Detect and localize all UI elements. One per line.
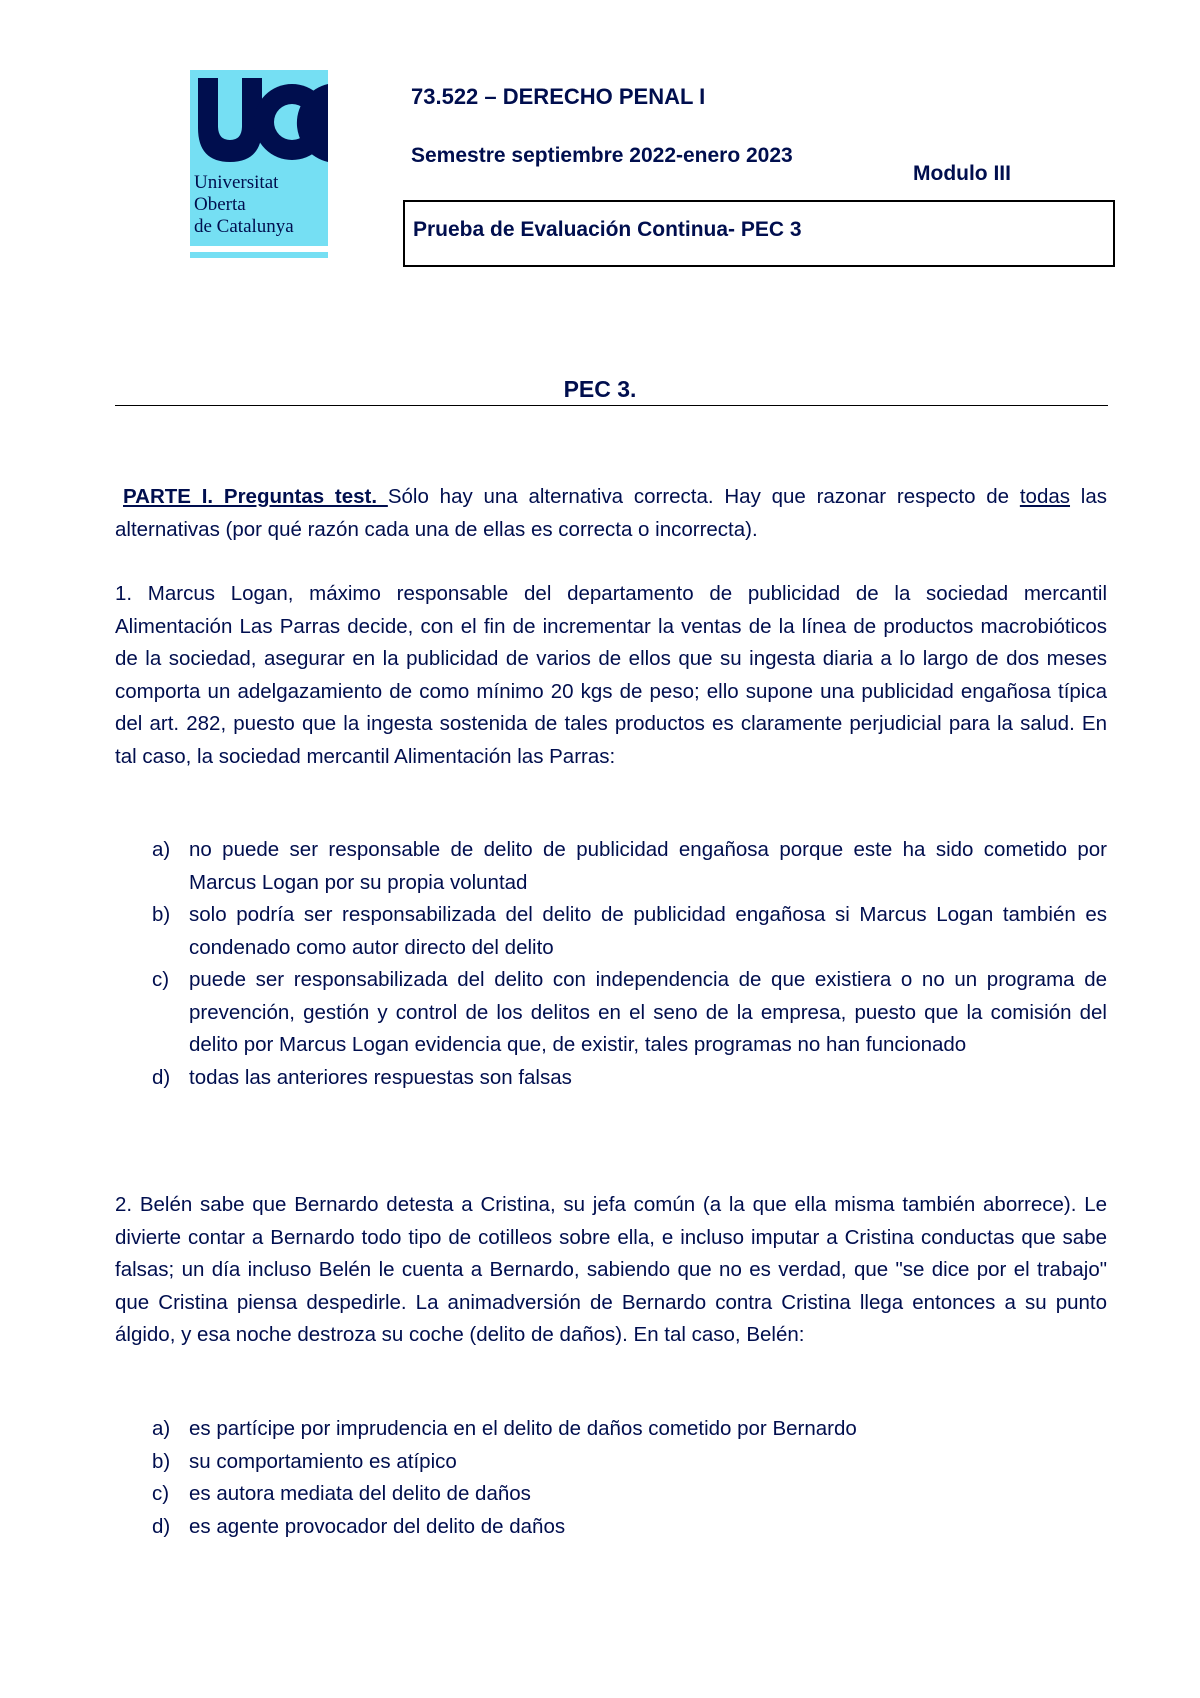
intro-underlined: todas bbox=[1019, 485, 1071, 508]
question-1-option-b bbox=[115, 899, 1107, 964]
course-title: 73.522 – DERECHO PENAL I bbox=[411, 84, 706, 109]
option-letter: d) bbox=[152, 1065, 171, 1089]
question-2-option-b bbox=[115, 1446, 1107, 1479]
option-letter: d) bbox=[152, 1514, 171, 1538]
option-letter: b) bbox=[152, 903, 171, 926]
option-letter: c) bbox=[152, 1482, 170, 1505]
option-text: es autora mediata del delito de daños bbox=[189, 1482, 531, 1505]
option-text: su comportamiento es atípico bbox=[189, 1449, 457, 1473]
option-letter: c) bbox=[152, 968, 170, 991]
question-2-text: 2. Belén sabe que Bernardo detesta a Cristina, su jefa común (a la que ella misma también aborrece). Le divierte contar a Bernardo todo tipo de cotilleos sobre ella, e incluso imputar a Cristina conductas que sabe falsas; un día incluso Belén le cuenta a Bernardo, sabiendo que no es verdad, que "se dice por el trabajo" que Cristina piensa despedirle. La animadversión de Bernardo contra Cristina llega entonces a su punto álgido, y esa noche destroza su coche (delito de daños). En tal caso, Belén: bbox=[115, 1193, 1107, 1346]
logo-line-3: de Catalunya bbox=[194, 216, 294, 237]
pec-box bbox=[403, 200, 1115, 267]
option-letter: a) bbox=[152, 1417, 171, 1440]
option-text: solo podría ser responsabilizada del delito de publicidad engañosa si Marcus Logan también es condenado como autor directo del delito bbox=[189, 903, 1107, 959]
question-1-options bbox=[115, 834, 1107, 1094]
option-text: todas las anteriores respuestas son falsas bbox=[189, 1065, 572, 1089]
option-letter: a) bbox=[152, 838, 171, 861]
logo-line-1: Universitat bbox=[194, 172, 279, 193]
part-label: PARTE I. Preguntas test. bbox=[123, 485, 388, 508]
module-label: Modulo III bbox=[913, 162, 1011, 185]
question-2-option-d bbox=[115, 1511, 1107, 1544]
logo-underline bbox=[190, 252, 328, 258]
logo-line-2: Oberta bbox=[194, 194, 246, 215]
question-1-text: 1. Marcus Logan, máximo responsable del departamento de publicidad de la sociedad mercantil Alimentación Las Parras decide, con el fin de incrementar la ventas de la línea de productos macrobióticos de la sociedad, asegurar en la publicidad de varios de ellos que su ingesta diaria a lo largo de dos meses comporta un adelgazamiento de como mínimo 20 kgs de peso; ello supone una publicidad engañosa típica del art. 282, puesto que la ingesta sostenida de tales productos es claramente perjudicial para la salud. En tal caso, la sociedad mercantil Alimentación las Parras: bbox=[115, 582, 1107, 768]
question-2-option-c bbox=[115, 1478, 1107, 1511]
uoc-logo-name bbox=[190, 170, 328, 246]
intro-text-2: las alternativas (por qué razón cada una de ellas es correcta o incorrecta). bbox=[115, 485, 1107, 541]
option-text: es partícipe por imprudencia en el delito de daños cometido por Bernardo bbox=[189, 1417, 857, 1440]
title-divider bbox=[115, 405, 1108, 406]
option-text: es agente provocador del delito de daños bbox=[189, 1514, 566, 1538]
semester-label: Semestre septiembre 2022-enero 2023 bbox=[411, 144, 793, 167]
question-1-option-d bbox=[115, 1062, 1107, 1095]
option-letter: b) bbox=[152, 1449, 171, 1473]
intro-text-1: Sólo hay una alternativa correcta. Hay que razonar respecto de bbox=[387, 485, 1020, 508]
page-title: PEC 3. bbox=[563, 376, 637, 402]
question-1-option-c bbox=[115, 964, 1107, 1062]
question-2-options bbox=[115, 1413, 1107, 1543]
option-text: no puede ser responsable de delito de publicidad engañosa porque este ha sido cometido por Marcus Logan por su propia voluntad bbox=[189, 838, 1107, 894]
question-2-option-a bbox=[115, 1413, 1107, 1446]
pec-label: Prueba de Evaluación Continua- PEC 3 bbox=[413, 218, 802, 241]
option-text: puede ser responsabilizada del delito con independencia de que existiera o no un programa de prevención, gestión y control de los delitos en el seno de la empresa, puesto que la comisión del delito por Marcus Logan evidencia que, de existir, tales programas no han funcionado bbox=[189, 968, 1107, 1056]
uoc-logo bbox=[190, 70, 328, 258]
question-1-option-a bbox=[115, 834, 1107, 899]
uoc-logo-mark bbox=[190, 70, 328, 170]
part-intro bbox=[115, 481, 1107, 546]
